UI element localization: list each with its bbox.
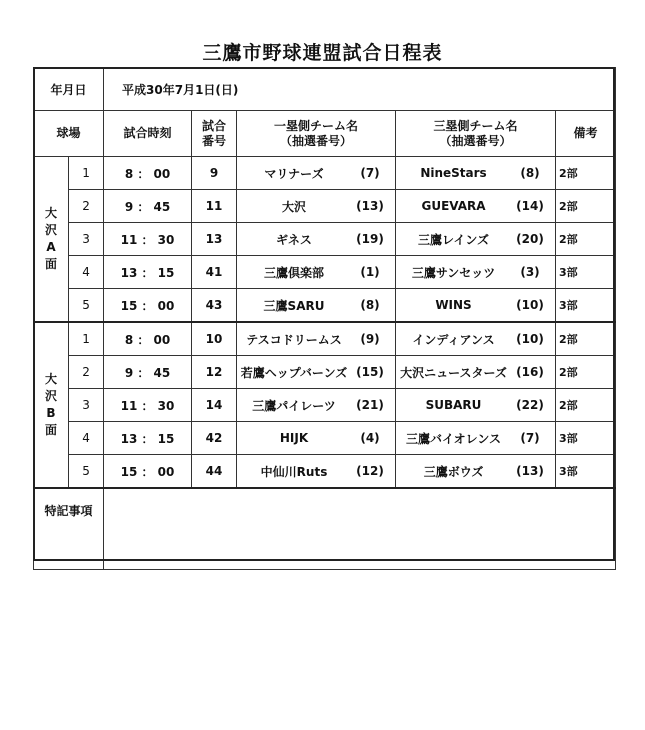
venue-name-char: A — [46, 240, 56, 254]
team2-name: SUBARU — [425, 398, 482, 412]
date-label: 年月日 — [34, 68, 104, 111]
page-title: 三鷹市野球連盟試合日程表 — [202, 42, 443, 64]
team1-name: 三鷹倶楽部 — [264, 265, 325, 280]
remarks-cell: 2部 — [556, 322, 616, 356]
game-number: 10 — [192, 322, 237, 356]
game-index: 4 — [69, 422, 104, 455]
team1-lottery-number: (7) — [360, 166, 380, 180]
venue-name-char: 沢 — [44, 223, 57, 237]
team2-lottery-number: (22) — [516, 398, 544, 412]
game-time: 8 ： 00 — [104, 322, 192, 356]
team1-name: 若鷹ヘップバーンズ — [240, 365, 348, 380]
remarks-cell: 2部 — [556, 223, 616, 256]
game-time: 11 ： 30 — [104, 389, 192, 422]
team2-lottery-number: (20) — [516, 232, 544, 246]
team1-name: 三鷹パイレーツ — [252, 398, 336, 413]
team2-name: 三鷹レインズ — [417, 232, 490, 247]
game-time: 13 ： 15 — [104, 256, 192, 289]
game-no-header-line1: 試合 — [202, 118, 227, 133]
team2-name: 大沢ニュースターズ — [400, 365, 507, 380]
team1-lottery-number: (13) — [356, 199, 384, 213]
remarks-cell: 2部 — [556, 356, 616, 389]
game-index: 1 — [69, 322, 104, 356]
team1-lottery-number: (12) — [356, 464, 384, 478]
game-index: 2 — [69, 190, 104, 223]
remarks-cell: 3部 — [556, 455, 616, 489]
team1-lottery-number: (19) — [356, 232, 384, 246]
venue-name-char: 面 — [44, 423, 57, 437]
game-time: 9 ： 45 — [104, 190, 192, 223]
game-number: 41 — [192, 256, 237, 289]
notes-label: 特記事項 — [34, 488, 104, 570]
team2-lottery-number: (10) — [516, 332, 544, 346]
team1-lottery-number: (4) — [360, 431, 380, 445]
game-index: 3 — [69, 223, 104, 256]
game-number: 42 — [192, 422, 237, 455]
team1-header-line1: 一塁側チーム名 — [274, 118, 359, 133]
team2-name: 三鷹サンセッツ — [411, 265, 496, 280]
team2-lottery-number: (8) — [520, 166, 540, 180]
game-index: 2 — [69, 356, 104, 389]
table-frame — [33, 67, 615, 561]
field-header: 球場 — [34, 111, 104, 157]
remarks-cell: 2部 — [556, 389, 616, 422]
team2-name: インディアンス — [412, 332, 495, 347]
game-number: 14 — [192, 389, 237, 422]
team2-name: NineStars — [420, 166, 487, 180]
team2-lottery-number: (7) — [520, 431, 540, 445]
team1-name: 三鷹SARU — [263, 298, 325, 313]
date-value: 平成30年7月1日(日) — [104, 68, 616, 111]
venue-name-char: 大 — [44, 206, 57, 220]
game-number: 44 — [192, 455, 237, 489]
game-time: 15 ： 00 — [104, 289, 192, 323]
game-time: 8 ： 00 — [104, 157, 192, 190]
remarks-cell: 3部 — [556, 256, 616, 289]
time-header: 試合時刻 — [104, 111, 192, 157]
game-index: 5 — [69, 455, 104, 489]
team1-name: 大沢 — [282, 199, 307, 214]
team1-header-line2: （抽選番号） — [280, 133, 353, 148]
team1-lottery-number: (9) — [360, 332, 380, 346]
team2-lottery-number: (16) — [516, 365, 544, 379]
venue-name-char: B — [46, 406, 56, 420]
game-number: 43 — [192, 289, 237, 323]
remarks-cell: 2部 — [556, 157, 616, 190]
game-number: 11 — [192, 190, 237, 223]
venue-name-char: 沢 — [44, 389, 57, 403]
team1-name: ギネス — [276, 232, 312, 247]
team1-name: テスコドリームス — [246, 332, 342, 347]
team1-name: マリナーズ — [264, 166, 324, 181]
remarks-cell: 3部 — [556, 289, 616, 323]
team2-lottery-number: (10) — [516, 298, 544, 312]
venue-name-char: 面 — [44, 257, 57, 271]
team1-name: HIJK — [279, 431, 309, 445]
remarks-cell: 3部 — [556, 422, 616, 455]
game-number: 12 — [192, 356, 237, 389]
game-index: 4 — [69, 256, 104, 289]
game-index: 5 — [69, 289, 104, 323]
team2-name: WINS — [435, 298, 472, 312]
team1-lottery-number: (21) — [356, 398, 384, 412]
team1-lottery-number: (1) — [360, 265, 380, 279]
remarks-cell: 2部 — [556, 190, 616, 223]
team2-header-line1: 三塁側チーム名 — [433, 118, 518, 133]
team2-lottery-number: (14) — [516, 199, 544, 213]
game-no-header-line2: 番号 — [202, 133, 227, 148]
remarks-header: 備考 — [556, 111, 616, 157]
game-time: 13 ： 15 — [104, 422, 192, 455]
team2-name: 三鷹ボウズ — [423, 464, 484, 479]
team2-lottery-number: (3) — [520, 265, 540, 279]
game-time: 9 ： 45 — [104, 356, 192, 389]
team2-lottery-number: (13) — [516, 464, 544, 478]
team2-name: GUEVARA — [421, 199, 486, 213]
team1-lottery-number: (8) — [360, 298, 380, 312]
game-number: 9 — [192, 157, 237, 190]
game-index: 3 — [69, 389, 104, 422]
game-number: 13 — [192, 223, 237, 256]
team2-name: 三鷹バイオレンス — [406, 431, 501, 446]
team1-name: 中仙川Ruts — [260, 464, 328, 479]
game-time: 11 ： 30 — [104, 223, 192, 256]
game-time: 15 ： 00 — [104, 455, 192, 489]
team1-lottery-number: (15) — [356, 365, 384, 379]
venue-name-char: 大 — [44, 372, 57, 386]
game-index: 1 — [69, 157, 104, 190]
team2-header-line2: （抽選番号） — [439, 133, 512, 148]
